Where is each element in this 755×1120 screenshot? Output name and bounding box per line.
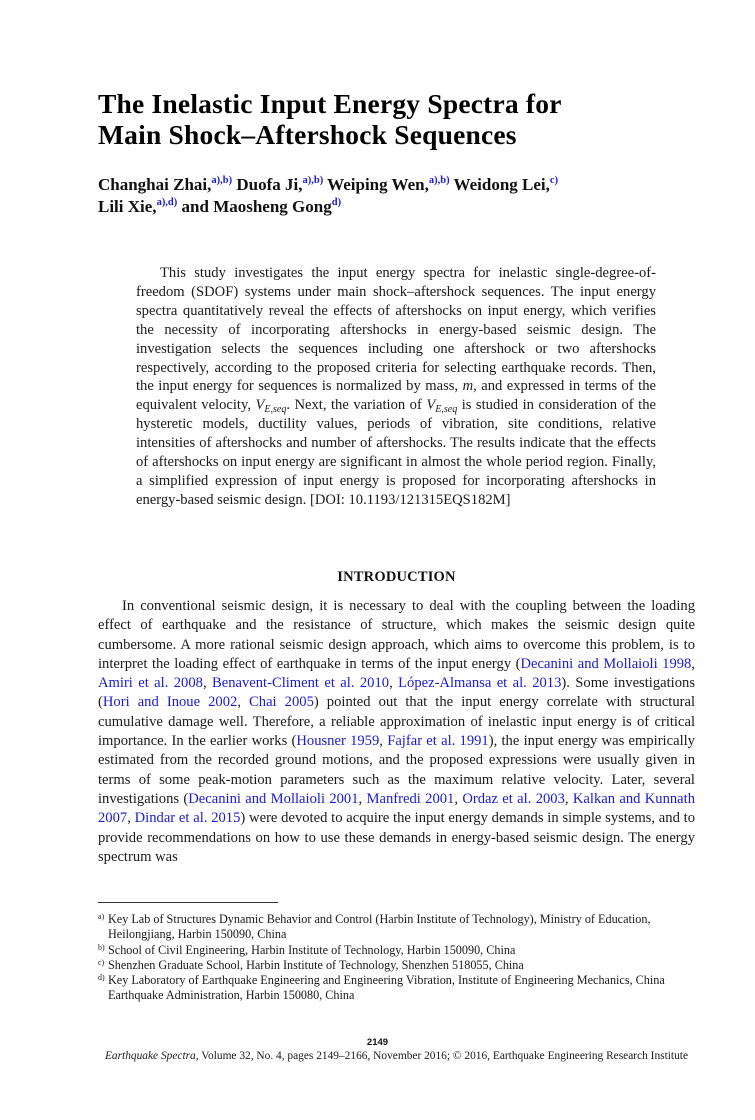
- footnote-item: [98, 912, 695, 943]
- body-text: ) were devoted to acquire the input energy demands in simple systems, and to provide recommendations on how to use these demands in energy-based seismic design. The energy spectrum was: [98, 810, 695, 865]
- author-name: Lili Xie,: [98, 197, 157, 216]
- author-name: Weidong Lei,: [453, 175, 550, 194]
- separator: ,: [237, 694, 250, 711]
- section-heading-introduction: INTRODUCTION: [337, 569, 456, 585]
- body-text: ) pointed out that the input energy correlate with structural cumulative damage well. Therefore, a reliable approximation of inelastic input energy is of critical importance. In the earlier works (: [98, 694, 696, 750]
- author-list: [98, 174, 678, 218]
- affiliation-link[interactable]: a),b): [211, 175, 233, 186]
- footnote-mark: b): [98, 942, 105, 952]
- footnote-mark: a): [98, 912, 105, 921]
- citation-link[interactable]: Decanini and Mollaioli 2001: [188, 790, 359, 807]
- footnote-item: [98, 958, 695, 973]
- footnote-text: School of Civil Engineering, Harbin Institute of Technology, Harbin 150090, China: [108, 942, 516, 957]
- footnote-mark: d): [98, 973, 105, 983]
- abstract-text: , and expressed in terms of the equivalent velocity,: [136, 378, 656, 414]
- doi: [DOI: 10.1193/121315EQS182M]: [310, 491, 511, 508]
- footnote-divider: [98, 902, 278, 903]
- author-name: Weiping Wen,: [327, 175, 429, 194]
- symbol-v: V: [426, 397, 436, 414]
- affiliation-link[interactable]: a),d): [156, 197, 178, 208]
- separator: ,: [127, 810, 135, 827]
- page-number: 2149: [366, 1037, 389, 1048]
- author-name: and Maosheng Gong: [181, 197, 332, 216]
- symbol-equivalent-velocity: [426, 397, 458, 416]
- abstract-paragraph: [136, 264, 656, 510]
- citation-link[interactable]: Ordaz et al. 2003: [462, 790, 565, 807]
- introduction-body: [98, 597, 695, 867]
- abstract-text: This study investigates the input energy spectra for inelastic single-degree-of-freedom (SDOF) systems under main shock–aftershock sequences. The input energy spectra quantitatively reveal the effects of aftershocks on input energy, which verifies the necessity of incorporating aftershocks in energy-based seismic design. The investigation selects the sequences including one aftershock or two aftershocks respectively, according to the proposed criteria for selecting earthquake records. Then, the input energy for sequences is normalized by mass,: [136, 265, 656, 395]
- citation-link[interactable]: Housner 1959: [296, 733, 380, 750]
- separator: ,: [389, 675, 399, 692]
- footnotes: [98, 912, 695, 1004]
- body-text: ), the input energy was empirically estimated from the recorded ground motions, and the proposed expressions were usually given in terms of some peak-motion parameters such as the maximum relative velocity. Later, several investigations (: [98, 733, 695, 807]
- affiliation-link[interactable]: d): [331, 197, 342, 208]
- symbol-v: V: [255, 397, 265, 414]
- footnote-item: [98, 943, 695, 958]
- citation-link[interactable]: Decanini and Mollaioli 1998: [520, 655, 692, 672]
- separator: ,: [564, 790, 573, 807]
- citation-link[interactable]: Kalkan and Kunnath 2007: [98, 790, 696, 827]
- affiliation-link[interactable]: a),b): [302, 175, 324, 186]
- symbol-subscript: E,seq: [264, 404, 287, 416]
- footnote-text: Key Laboratory of Earthquake Engineering and Engineering Vibration, Institute of Engineering Mechanics, China Earthquake Administration, Harbin 150080, China: [108, 973, 665, 1003]
- citation-link[interactable]: Chai 2005: [249, 694, 314, 711]
- separator: ,: [691, 655, 695, 672]
- footnote-text: Shenzhen Graduate School, Harbin Institute of Technology, Shenzhen 518055, China: [108, 957, 524, 972]
- symbol-subscript: E,seq: [435, 404, 458, 416]
- abstract-text: . Next, the variation of: [286, 397, 427, 414]
- title-line-2: Main Shock–Aftershock Sequences: [98, 119, 517, 150]
- citation-link[interactable]: Manfredi 2001: [366, 790, 455, 807]
- journal-name: Earthquake Spectra: [104, 1050, 196, 1062]
- citation-details: , Volume 32, No. 4, pages 2149–2166, November 2016; © 2016, Earthquake Engineering Research Institute: [195, 1050, 689, 1062]
- separator: ,: [454, 790, 463, 807]
- body-text: In conventional seismic design, it is necessary to deal with the coupling between the loading effect of earthquake and the resistance of structure, which makes the seismic design quite cumbersome. A more rational seismic design approach, which aims to overcome this problem, is to interpret the loading effect of earthquake in terms of the input energy (: [98, 598, 695, 672]
- footnote-mark: c): [98, 957, 105, 967]
- affiliation-link[interactable]: c): [549, 175, 559, 186]
- author-name: Changhai Zhai,: [98, 175, 212, 194]
- citation-link[interactable]: López-Almansa et al. 2013: [398, 675, 562, 692]
- title-line-1: The Inelastic Input Energy Spectra for: [98, 88, 562, 119]
- introduction-paragraph: [98, 597, 695, 867]
- citation-link[interactable]: Dindar et al. 2015: [134, 810, 241, 827]
- abstract-text: is studied in consideration of the hysteretic models, ductility values, periods of vibration, site conditions, relative intensities of aftershocks and number of aftershocks. The results indicate that the effects of aftershocks on input energy are significant in almost the whole period region. Finally, a simplified expression of input energy is proposed for incorporating aftershocks in energy-based seismic design.: [136, 397, 656, 508]
- footnote-text: Key Lab of Structures Dynamic Behavior and Control (Harbin Institute of Technology), Ministry of Education, Heilongjiang, Harbin 150090, China: [108, 912, 651, 942]
- journal-citation-footer: [98, 1050, 695, 1062]
- citation-link[interactable]: Benavent-Climent et al. 2010: [211, 675, 390, 692]
- body-text: ). Some investigations (: [98, 675, 695, 711]
- symbol-equivalent-velocity: [255, 397, 287, 416]
- paper-title: [98, 88, 678, 150]
- citation-link[interactable]: Fajfar et al. 1991: [387, 733, 489, 750]
- footnote-item: [98, 973, 695, 1004]
- separator: ,: [202, 675, 212, 692]
- citation-link[interactable]: Amiri et al. 2008: [98, 675, 203, 692]
- citation-link[interactable]: Hori and Inoue 2002: [102, 694, 238, 711]
- affiliation-link[interactable]: a),b): [428, 175, 450, 186]
- author-name: Duofa Ji,: [236, 175, 303, 194]
- separator: ,: [358, 790, 367, 807]
- separator: ,: [379, 733, 388, 750]
- abstract: [136, 264, 656, 510]
- symbol-mass: m: [462, 378, 474, 395]
